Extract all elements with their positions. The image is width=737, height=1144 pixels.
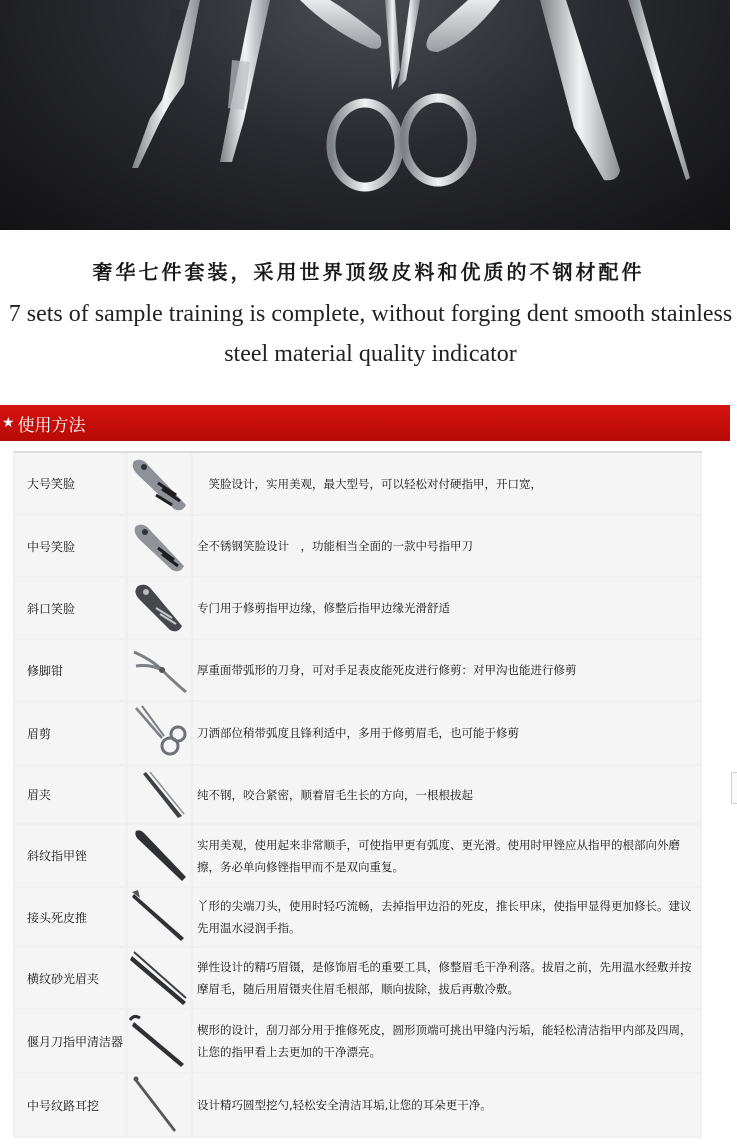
tool-description: 笑脸设计，实用美观，最大型号，可以轻松对付硬指甲，开口宽， (193, 453, 700, 514)
tool-description: 弹性设计的精巧眉镊，是修饰眉毛的重要工具，修整眉毛干净利落。拔眉之前，先用温水经敷并按摩眉毛，随后用眉镊夹住眉毛根部，顺向拔除，拔后再敷冷敷。 (193, 948, 700, 1008)
usage-section-bar (0, 405, 730, 441)
tool-description: 设计精巧圆型挖勺,轻松安全清洁耳垢,让您的耳朵更干净。 (193, 1074, 700, 1136)
table-row (13, 516, 702, 578)
slant-tweezers-icon (128, 948, 190, 1008)
nail-file-icon (128, 825, 190, 886)
tool-name: 横纹砂光眉夹 (15, 948, 125, 1008)
table-row (13, 888, 702, 948)
tool-name: 修脚钳 (15, 640, 125, 700)
table-row (13, 453, 702, 516)
tool-description: 实用美观，使用起来非常顺手，可使指甲更有弧度、更光滑。使用时甲锉应从指甲的根部向外磨擦，务必单向修锉指甲而不是双向重复。 (193, 825, 700, 886)
tool-name: 中号纹路耳挖 (15, 1074, 125, 1136)
tool-name: 大号笑脸 (15, 453, 125, 514)
star-icon: ★ (2, 415, 15, 431)
tool-description: 厚重面带弧形的刀身，可对手足表皮能死皮进行修剪：对甲沟也能进行修剪 (193, 640, 700, 700)
tool-usage-table (13, 451, 702, 1138)
english-heading: 7 sets of sample training is complete, without forging dent smooth stainless steel material quality indicator (8, 301, 733, 367)
table-row (13, 1010, 702, 1074)
nail-clipper-icon (300, 0, 381, 49)
side-scroll-tab[interactable] (731, 772, 737, 804)
tweezers-icon (128, 766, 190, 823)
cuticle-pusher-icon (128, 888, 190, 946)
tool-description: 丫形的尖端刀头，使用时轻巧流畅，去掉指甲边沿的死皮，推长甲床，使指甲显得更加修长。建议先用温水浸润手指。 (193, 888, 700, 946)
slant-nail-clipper-icon (128, 578, 190, 638)
tool-description: 专门用于修剪指甲边缘，修整后指甲边缘光滑舒适 (193, 578, 700, 638)
eyebrow-scissors-icon (128, 702, 190, 764)
table-row (13, 640, 702, 702)
scalpel-icon (132, 0, 200, 168)
ear-pick-icon (128, 1074, 190, 1136)
large-nail-clipper-icon (128, 453, 190, 514)
table-row (13, 825, 702, 888)
tool-name: 偃月刀指甲清洁器 (15, 1010, 125, 1072)
tool-name: 眉剪 (15, 702, 125, 764)
tool-description: 楔形的设计，刮刀部分用于推修死皮，圆形顶端可挑出甲缝内污垢，能轻松清洁指甲内部及四周，让您的指甲看上去更加的干净漂亮。 (193, 1010, 700, 1072)
tool-name: 中号笑脸 (15, 516, 125, 576)
tool-name: 斜口笑脸 (15, 578, 125, 638)
medium-nail-clipper-icon (128, 516, 190, 576)
table-row (13, 948, 702, 1010)
tweezers-icon (220, 0, 270, 162)
tool-description: 全不锈钢笑脸设计 ，功能相当全面的一款中号指甲刀 (193, 516, 700, 576)
tool-description: 纯不钢，咬合紧密，顺着眉毛生长的方向，一根根拔起 (193, 766, 700, 823)
nail-cleaner-icon (128, 1010, 190, 1072)
tool-name: 斜纹指甲锉 (15, 825, 125, 886)
pick-icon (628, 0, 690, 180)
hero-photo (0, 0, 730, 230)
cuticle-nipper-icon (128, 640, 190, 700)
chinese-heading: 奢华七件套装，采用世界顶级皮料和优质的不钢材配件 (92, 260, 645, 284)
tool-name: 眉夹 (15, 766, 125, 823)
section-title: 使用方法 (17, 415, 86, 436)
table-row (13, 1074, 702, 1138)
table-row (13, 702, 702, 766)
table-row (13, 578, 702, 640)
tool-name: 接头死皮推 (15, 888, 125, 946)
nail-clipper-icon (426, 0, 500, 52)
tool-description: 刀洒部位稍带弧度且锋利适中，多用于修剪眉毛，也可能于修剪 (193, 702, 700, 764)
table-row (13, 766, 702, 825)
nail-file-icon (540, 0, 620, 180)
